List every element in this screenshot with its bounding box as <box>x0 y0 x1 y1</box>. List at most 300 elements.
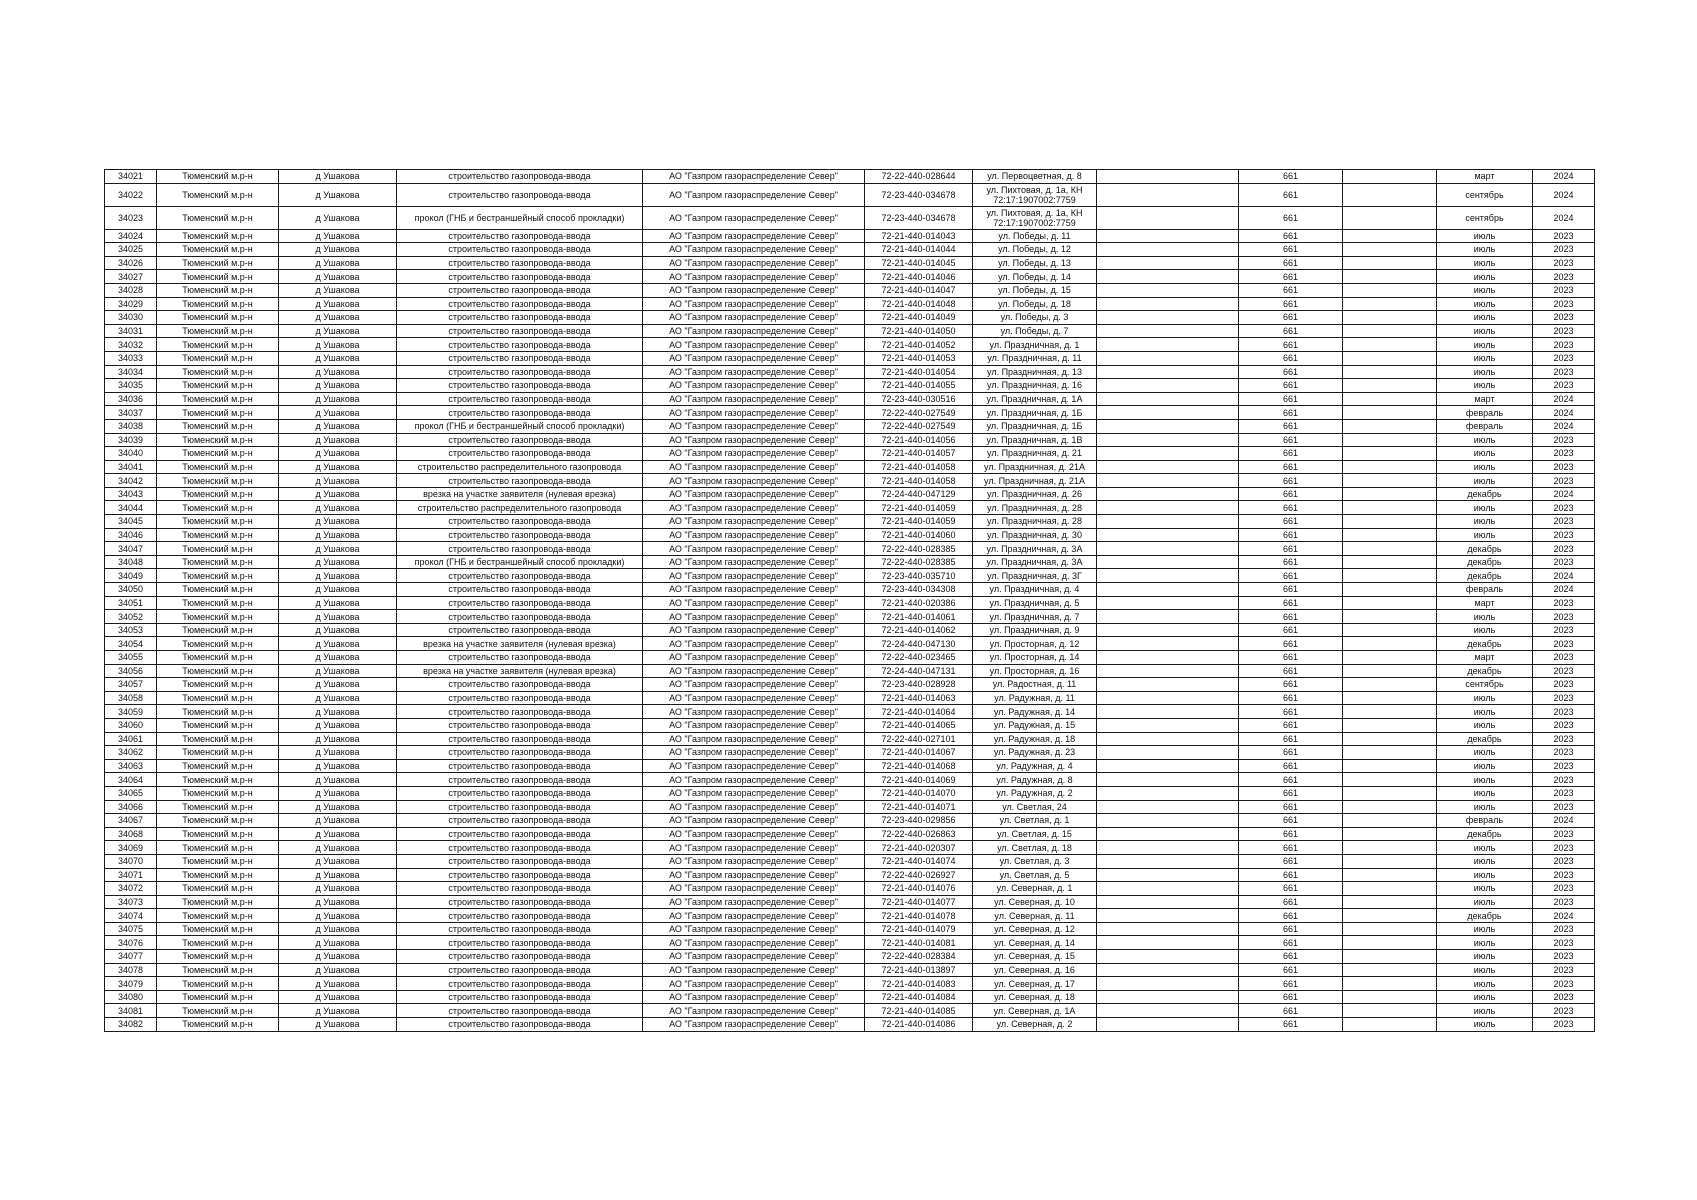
value-cell: 661 <box>1239 474 1343 488</box>
application-code-cell: 72-21-440-014057 <box>865 447 973 461</box>
year-cell: 2024 <box>1533 392 1595 406</box>
application-code-cell: 72-21-440-014069 <box>865 773 973 787</box>
year-cell: 2023 <box>1533 365 1595 379</box>
empty-cell <box>1097 338 1239 352</box>
row-number-cell: 34028 <box>105 283 157 297</box>
work-type-cell: строительство газопровода-ввода <box>397 311 643 325</box>
district-cell: Тюменский м.р-н <box>157 922 279 936</box>
address-cell: ул. Северная, д. 17 <box>973 977 1097 991</box>
address-cell: ул. Праздничная, д. 1Б <box>973 419 1097 433</box>
row-number-cell: 34078 <box>105 963 157 977</box>
row-number-cell: 34050 <box>105 583 157 597</box>
address-cell: ул. Праздничная, д. 1Б <box>973 406 1097 420</box>
district-cell: Тюменский м.р-н <box>157 746 279 760</box>
table-row <box>105 963 1595 977</box>
address-cell: ул. Праздничная, д. 28 <box>973 501 1097 515</box>
application-code-cell: 72-21-440-014084 <box>865 990 973 1004</box>
locality-cell: д Ушакова <box>279 596 397 610</box>
work-type-cell: строительство газопровода-ввода <box>397 297 643 311</box>
work-type-cell: строительство газопровода-ввода <box>397 270 643 284</box>
table-row <box>105 256 1595 270</box>
locality-cell: д Ушакова <box>279 243 397 257</box>
organization-cell: АО "Газпром газораспределение Север" <box>643 786 865 800</box>
empty-cell <box>1343 596 1437 610</box>
row-number-cell: 34036 <box>105 392 157 406</box>
district-cell: Тюменский м.р-н <box>157 419 279 433</box>
empty-cell <box>1097 678 1239 692</box>
locality-cell: д Ушакова <box>279 963 397 977</box>
empty-cell <box>1343 814 1437 828</box>
locality-cell: д Ушакова <box>279 950 397 964</box>
locality-cell: д Ушакова <box>279 746 397 760</box>
month-cell: июль <box>1437 691 1533 705</box>
month-cell: июль <box>1437 338 1533 352</box>
year-cell: 2023 <box>1533 977 1595 991</box>
month-cell: июль <box>1437 460 1533 474</box>
address-cell: ул. Светлая, 24 <box>973 800 1097 814</box>
empty-cell <box>1097 170 1239 184</box>
month-cell: июль <box>1437 256 1533 270</box>
year-cell: 2023 <box>1533 759 1595 773</box>
table-row <box>105 800 1595 814</box>
district-cell: Тюменский м.р-н <box>157 256 279 270</box>
locality-cell: д Ушакова <box>279 338 397 352</box>
organization-cell: АО "Газпром газораспределение Север" <box>643 610 865 624</box>
locality-cell: д Ушакова <box>279 841 397 855</box>
row-number-cell: 34044 <box>105 501 157 515</box>
district-cell: Тюменский м.р-н <box>157 406 279 420</box>
application-code-cell: 72-24-440-047129 <box>865 487 973 501</box>
application-code-cell: 72-21-440-014044 <box>865 243 973 257</box>
address-cell: ул. Северная, д. 1 <box>973 882 1097 896</box>
month-cell: июль <box>1437 990 1533 1004</box>
organization-cell: АО "Газпром газораспределение Север" <box>643 868 865 882</box>
address-cell: ул. Светлая, д. 18 <box>973 841 1097 855</box>
table-row <box>105 351 1595 365</box>
empty-cell <box>1343 882 1437 896</box>
empty-cell <box>1097 854 1239 868</box>
table-row <box>105 746 1595 760</box>
empty-cell <box>1097 447 1239 461</box>
district-cell: Тюменский м.р-н <box>157 583 279 597</box>
value-cell: 661 <box>1239 922 1343 936</box>
empty-cell <box>1343 501 1437 515</box>
empty-cell <box>1097 270 1239 284</box>
organization-cell: АО "Газпром газораспределение Север" <box>643 170 865 184</box>
work-type-cell: строительство газопровода-ввода <box>397 583 643 597</box>
value-cell: 661 <box>1239 623 1343 637</box>
empty-cell <box>1097 909 1239 923</box>
empty-cell <box>1343 705 1437 719</box>
table-row <box>105 623 1595 637</box>
table-row <box>105 786 1595 800</box>
application-code-cell: 72-22-440-026927 <box>865 868 973 882</box>
value-cell: 661 <box>1239 569 1343 583</box>
organization-cell: АО "Газпром газораспределение Север" <box>643 990 865 1004</box>
work-type-cell: строительство газопровода-ввода <box>397 596 643 610</box>
value-cell: 661 <box>1239 841 1343 855</box>
work-type-cell: строительство газопровода-ввода <box>397 338 643 352</box>
data-table <box>104 169 1595 1032</box>
empty-cell <box>1097 569 1239 583</box>
value-cell: 661 <box>1239 183 1343 206</box>
organization-cell: АО "Газпром газораспределение Север" <box>643 460 865 474</box>
work-type-cell: строительство газопровода-ввода <box>397 732 643 746</box>
table-row <box>105 814 1595 828</box>
work-type-cell: строительство газопровода-ввода <box>397 705 643 719</box>
district-cell: Тюменский м.р-н <box>157 895 279 909</box>
year-cell: 2023 <box>1533 596 1595 610</box>
empty-cell <box>1343 950 1437 964</box>
row-number-cell: 34032 <box>105 338 157 352</box>
locality-cell: д Ушакова <box>279 433 397 447</box>
empty-cell <box>1343 922 1437 936</box>
value-cell: 661 <box>1239 596 1343 610</box>
address-cell: ул. Пихтовая, д. 1а, КН 72:17:1907002:7759 <box>973 206 1097 229</box>
address-cell: ул. Праздничная, д. 21А <box>973 460 1097 474</box>
month-cell: июль <box>1437 283 1533 297</box>
work-type-cell: строительство газопровода-ввода <box>397 882 643 896</box>
empty-cell <box>1343 909 1437 923</box>
address-cell: ул. Праздничная, д. 3А <box>973 542 1097 556</box>
district-cell: Тюменский м.р-н <box>157 759 279 773</box>
district-cell: Тюменский м.р-н <box>157 487 279 501</box>
organization-cell: АО "Газпром газораспределение Север" <box>643 936 865 950</box>
organization-cell: АО "Газпром газораспределение Север" <box>643 841 865 855</box>
table-row <box>105 311 1595 325</box>
empty-cell <box>1097 841 1239 855</box>
month-cell: сентябрь <box>1437 183 1533 206</box>
month-cell: декабрь <box>1437 664 1533 678</box>
empty-cell <box>1343 746 1437 760</box>
value-cell: 661 <box>1239 664 1343 678</box>
organization-cell: АО "Газпром газораспределение Север" <box>643 379 865 393</box>
locality-cell: д Ушакова <box>279 324 397 338</box>
table-row <box>105 324 1595 338</box>
district-cell: Тюменский м.р-н <box>157 718 279 732</box>
empty-cell <box>1343 183 1437 206</box>
year-cell: 2023 <box>1533 705 1595 719</box>
empty-cell <box>1097 1004 1239 1018</box>
work-type-cell: строительство газопровода-ввода <box>397 392 643 406</box>
value-cell: 661 <box>1239 936 1343 950</box>
table-row <box>105 651 1595 665</box>
empty-cell <box>1097 311 1239 325</box>
application-code-cell: 72-22-440-028384 <box>865 950 973 964</box>
organization-cell: АО "Газпром газораспределение Север" <box>643 365 865 379</box>
work-type-cell: строительство газопровода-ввода <box>397 447 643 461</box>
row-number-cell: 34035 <box>105 379 157 393</box>
empty-cell <box>1343 365 1437 379</box>
work-type-cell: строительство газопровода-ввода <box>397 542 643 556</box>
table-row <box>105 229 1595 243</box>
application-code-cell: 72-21-440-014059 <box>865 515 973 529</box>
locality-cell: д Ушакова <box>279 990 397 1004</box>
month-cell: июль <box>1437 474 1533 488</box>
district-cell: Тюменский м.р-н <box>157 338 279 352</box>
empty-cell <box>1097 732 1239 746</box>
value-cell: 661 <box>1239 691 1343 705</box>
work-type-cell: строительство газопровода-ввода <box>397 841 643 855</box>
year-cell: 2024 <box>1533 583 1595 597</box>
work-type-cell: строительство газопровода-ввода <box>397 623 643 637</box>
application-code-cell: 72-23-440-034308 <box>865 583 973 597</box>
month-cell: март <box>1437 170 1533 184</box>
value-cell: 661 <box>1239 270 1343 284</box>
locality-cell: д Ушакова <box>279 936 397 950</box>
locality-cell: д Ушакова <box>279 678 397 692</box>
table-row <box>105 206 1595 229</box>
table-row <box>105 827 1595 841</box>
month-cell: февраль <box>1437 419 1533 433</box>
empty-cell <box>1097 718 1239 732</box>
application-code-cell: 72-21-440-014055 <box>865 379 973 393</box>
address-cell: ул. Радужная, д. 18 <box>973 732 1097 746</box>
address-cell: ул. Праздничная, д. 1А <box>973 392 1097 406</box>
application-code-cell: 72-23-440-028928 <box>865 678 973 692</box>
table-row <box>105 379 1595 393</box>
month-cell: сентябрь <box>1437 678 1533 692</box>
empty-cell <box>1097 637 1239 651</box>
table-row <box>105 718 1595 732</box>
locality-cell: д Ушакова <box>279 206 397 229</box>
value-cell: 661 <box>1239 515 1343 529</box>
organization-cell: АО "Газпром газораспределение Север" <box>643 474 865 488</box>
address-cell: ул. Победы, д. 7 <box>973 324 1097 338</box>
value-cell: 661 <box>1239 1004 1343 1018</box>
empty-cell <box>1097 610 1239 624</box>
year-cell: 2023 <box>1533 950 1595 964</box>
application-code-cell: 72-21-440-014053 <box>865 351 973 365</box>
empty-cell <box>1097 515 1239 529</box>
value-cell: 661 <box>1239 229 1343 243</box>
empty-cell <box>1097 664 1239 678</box>
empty-cell <box>1097 990 1239 1004</box>
row-number-cell: 34067 <box>105 814 157 828</box>
value-cell: 661 <box>1239 487 1343 501</box>
table-row <box>105 868 1595 882</box>
year-cell: 2023 <box>1533 895 1595 909</box>
row-number-cell: 34074 <box>105 909 157 923</box>
work-type-cell: строительство газопровода-ввода <box>397 691 643 705</box>
empty-cell <box>1343 528 1437 542</box>
year-cell: 2023 <box>1533 963 1595 977</box>
locality-cell: д Ушакова <box>279 311 397 325</box>
empty-cell <box>1097 542 1239 556</box>
district-cell: Тюменский м.р-н <box>157 854 279 868</box>
organization-cell: АО "Газпром газораспределение Север" <box>643 678 865 692</box>
table-row <box>105 460 1595 474</box>
year-cell: 2023 <box>1533 678 1595 692</box>
year-cell: 2023 <box>1533 1004 1595 1018</box>
address-cell: ул. Радужная, д. 2 <box>973 786 1097 800</box>
month-cell: июль <box>1437 610 1533 624</box>
value-cell: 661 <box>1239 256 1343 270</box>
district-cell: Тюменский м.р-н <box>157 542 279 556</box>
table-row <box>105 338 1595 352</box>
work-type-cell: строительство газопровода-ввода <box>397 773 643 787</box>
month-cell: март <box>1437 651 1533 665</box>
month-cell: июль <box>1437 528 1533 542</box>
address-cell: ул. Праздничная, д. 9 <box>973 623 1097 637</box>
district-cell: Тюменский м.р-н <box>157 433 279 447</box>
empty-cell <box>1343 664 1437 678</box>
value-cell: 661 <box>1239 718 1343 732</box>
row-number-cell: 34064 <box>105 773 157 787</box>
district-cell: Тюменский м.р-н <box>157 623 279 637</box>
locality-cell: д Ушакова <box>279 392 397 406</box>
application-code-cell: 72-21-440-014045 <box>865 256 973 270</box>
value-cell: 661 <box>1239 732 1343 746</box>
organization-cell: АО "Газпром газораспределение Север" <box>643 1018 865 1032</box>
month-cell: июль <box>1437 447 1533 461</box>
year-cell: 2023 <box>1533 732 1595 746</box>
empty-cell <box>1343 270 1437 284</box>
work-type-cell: строительство газопровода-ввода <box>397 256 643 270</box>
organization-cell: АО "Газпром газораспределение Север" <box>643 283 865 297</box>
row-number-cell: 34056 <box>105 664 157 678</box>
year-cell: 2023 <box>1533 270 1595 284</box>
work-type-cell: прокол (ГНБ и бестраншейный способ прокладки) <box>397 419 643 433</box>
row-number-cell: 34022 <box>105 183 157 206</box>
empty-cell <box>1343 392 1437 406</box>
locality-cell: д Ушакова <box>279 447 397 461</box>
district-cell: Тюменский м.р-н <box>157 786 279 800</box>
row-number-cell: 34060 <box>105 718 157 732</box>
table-row <box>105 637 1595 651</box>
value-cell: 661 <box>1239 447 1343 461</box>
row-number-cell: 34030 <box>105 311 157 325</box>
address-cell: ул. Праздничная, д. 11 <box>973 351 1097 365</box>
application-code-cell: 72-21-440-014058 <box>865 474 973 488</box>
value-cell: 661 <box>1239 338 1343 352</box>
empty-cell <box>1343 555 1437 569</box>
address-cell: ул. Праздничная, д. 1В <box>973 433 1097 447</box>
work-type-cell: строительство газопровода-ввода <box>397 718 643 732</box>
district-cell: Тюменский м.р-н <box>157 977 279 991</box>
district-cell: Тюменский м.р-н <box>157 1018 279 1032</box>
row-number-cell: 34079 <box>105 977 157 991</box>
locality-cell: д Ушакова <box>279 610 397 624</box>
value-cell: 661 <box>1239 759 1343 773</box>
year-cell: 2023 <box>1533 243 1595 257</box>
organization-cell: АО "Газпром газораспределение Север" <box>643 963 865 977</box>
empty-cell <box>1343 732 1437 746</box>
address-cell: ул. Радужная, д. 4 <box>973 759 1097 773</box>
year-cell: 2023 <box>1533 297 1595 311</box>
address-cell: ул. Праздничная, д. 28 <box>973 515 1097 529</box>
district-cell: Тюменский м.р-н <box>157 909 279 923</box>
address-cell: ул. Светлая, д. 3 <box>973 854 1097 868</box>
month-cell: декабрь <box>1437 542 1533 556</box>
row-number-cell: 34072 <box>105 882 157 896</box>
work-type-cell: строительство газопровода-ввода <box>397 854 643 868</box>
district-cell: Тюменский м.р-н <box>157 950 279 964</box>
organization-cell: АО "Газпром газораспределение Север" <box>643 827 865 841</box>
year-cell: 2023 <box>1533 542 1595 556</box>
empty-cell <box>1097 623 1239 637</box>
work-type-cell: врезка на участке заявителя (нулевая врезка) <box>397 487 643 501</box>
application-code-cell: 72-22-440-027549 <box>865 419 973 433</box>
year-cell: 2023 <box>1533 555 1595 569</box>
work-type-cell: строительство газопровода-ввода <box>397 922 643 936</box>
empty-cell <box>1097 283 1239 297</box>
empty-cell <box>1097 746 1239 760</box>
empty-cell <box>1097 882 1239 896</box>
district-cell: Тюменский м.р-н <box>157 170 279 184</box>
district-cell: Тюменский м.р-н <box>157 324 279 338</box>
month-cell: июль <box>1437 324 1533 338</box>
organization-cell: АО "Газпром газораспределение Север" <box>643 542 865 556</box>
month-cell: декабрь <box>1437 637 1533 651</box>
month-cell: февраль <box>1437 814 1533 828</box>
organization-cell: АО "Газпром газораспределение Север" <box>643 691 865 705</box>
address-cell: ул. Праздничная, д. 21А <box>973 474 1097 488</box>
empty-cell <box>1343 460 1437 474</box>
application-code-cell: 72-21-440-014049 <box>865 311 973 325</box>
year-cell: 2023 <box>1533 637 1595 651</box>
application-code-cell: 72-21-440-013897 <box>865 963 973 977</box>
row-number-cell: 34066 <box>105 800 157 814</box>
locality-cell: д Ушакова <box>279 528 397 542</box>
table-row <box>105 406 1595 420</box>
empty-cell <box>1097 814 1239 828</box>
address-cell: ул. Северная, д. 1А <box>973 1004 1097 1018</box>
address-cell: ул. Праздничная, д. 4 <box>973 583 1097 597</box>
value-cell: 661 <box>1239 963 1343 977</box>
organization-cell: АО "Газпром газораспределение Север" <box>643 950 865 964</box>
district-cell: Тюменский м.р-н <box>157 569 279 583</box>
address-cell: ул. Северная, д. 2 <box>973 1018 1097 1032</box>
organization-cell: АО "Газпром газораспределение Север" <box>643 637 865 651</box>
row-number-cell: 34073 <box>105 895 157 909</box>
district-cell: Тюменский м.р-н <box>157 270 279 284</box>
table-row <box>105 433 1595 447</box>
application-code-cell: 72-21-440-014063 <box>865 691 973 705</box>
work-type-cell: строительство газопровода-ввода <box>397 651 643 665</box>
empty-cell <box>1343 569 1437 583</box>
organization-cell: АО "Газпром газораспределение Север" <box>643 623 865 637</box>
empty-cell <box>1097 256 1239 270</box>
district-cell: Тюменский м.р-н <box>157 827 279 841</box>
locality-cell: д Ушакова <box>279 814 397 828</box>
organization-cell: АО "Газпром газораспределение Север" <box>643 977 865 991</box>
district-cell: Тюменский м.р-н <box>157 596 279 610</box>
empty-cell <box>1343 610 1437 624</box>
month-cell: июль <box>1437 922 1533 936</box>
table-row <box>105 501 1595 515</box>
work-type-cell: строительство газопровода-ввода <box>397 433 643 447</box>
work-type-cell: строительство газопровода-ввода <box>397 515 643 529</box>
district-cell: Тюменский м.р-н <box>157 882 279 896</box>
work-type-cell: строительство газопровода-ввода <box>397 963 643 977</box>
address-cell: ул. Праздничная, д. 3А <box>973 555 1097 569</box>
value-cell: 661 <box>1239 501 1343 515</box>
row-number-cell: 34039 <box>105 433 157 447</box>
table-row <box>105 773 1595 787</box>
table-row <box>105 854 1595 868</box>
district-cell: Тюменский м.р-н <box>157 1004 279 1018</box>
address-cell: ул. Северная, д. 16 <box>973 963 1097 977</box>
month-cell: июль <box>1437 297 1533 311</box>
district-cell: Тюменский м.р-н <box>157 868 279 882</box>
table-row <box>105 583 1595 597</box>
organization-cell: АО "Газпром газораспределение Север" <box>643 922 865 936</box>
value-cell: 661 <box>1239 392 1343 406</box>
value-cell: 661 <box>1239 206 1343 229</box>
table-row <box>105 183 1595 206</box>
district-cell: Тюменский м.р-н <box>157 732 279 746</box>
